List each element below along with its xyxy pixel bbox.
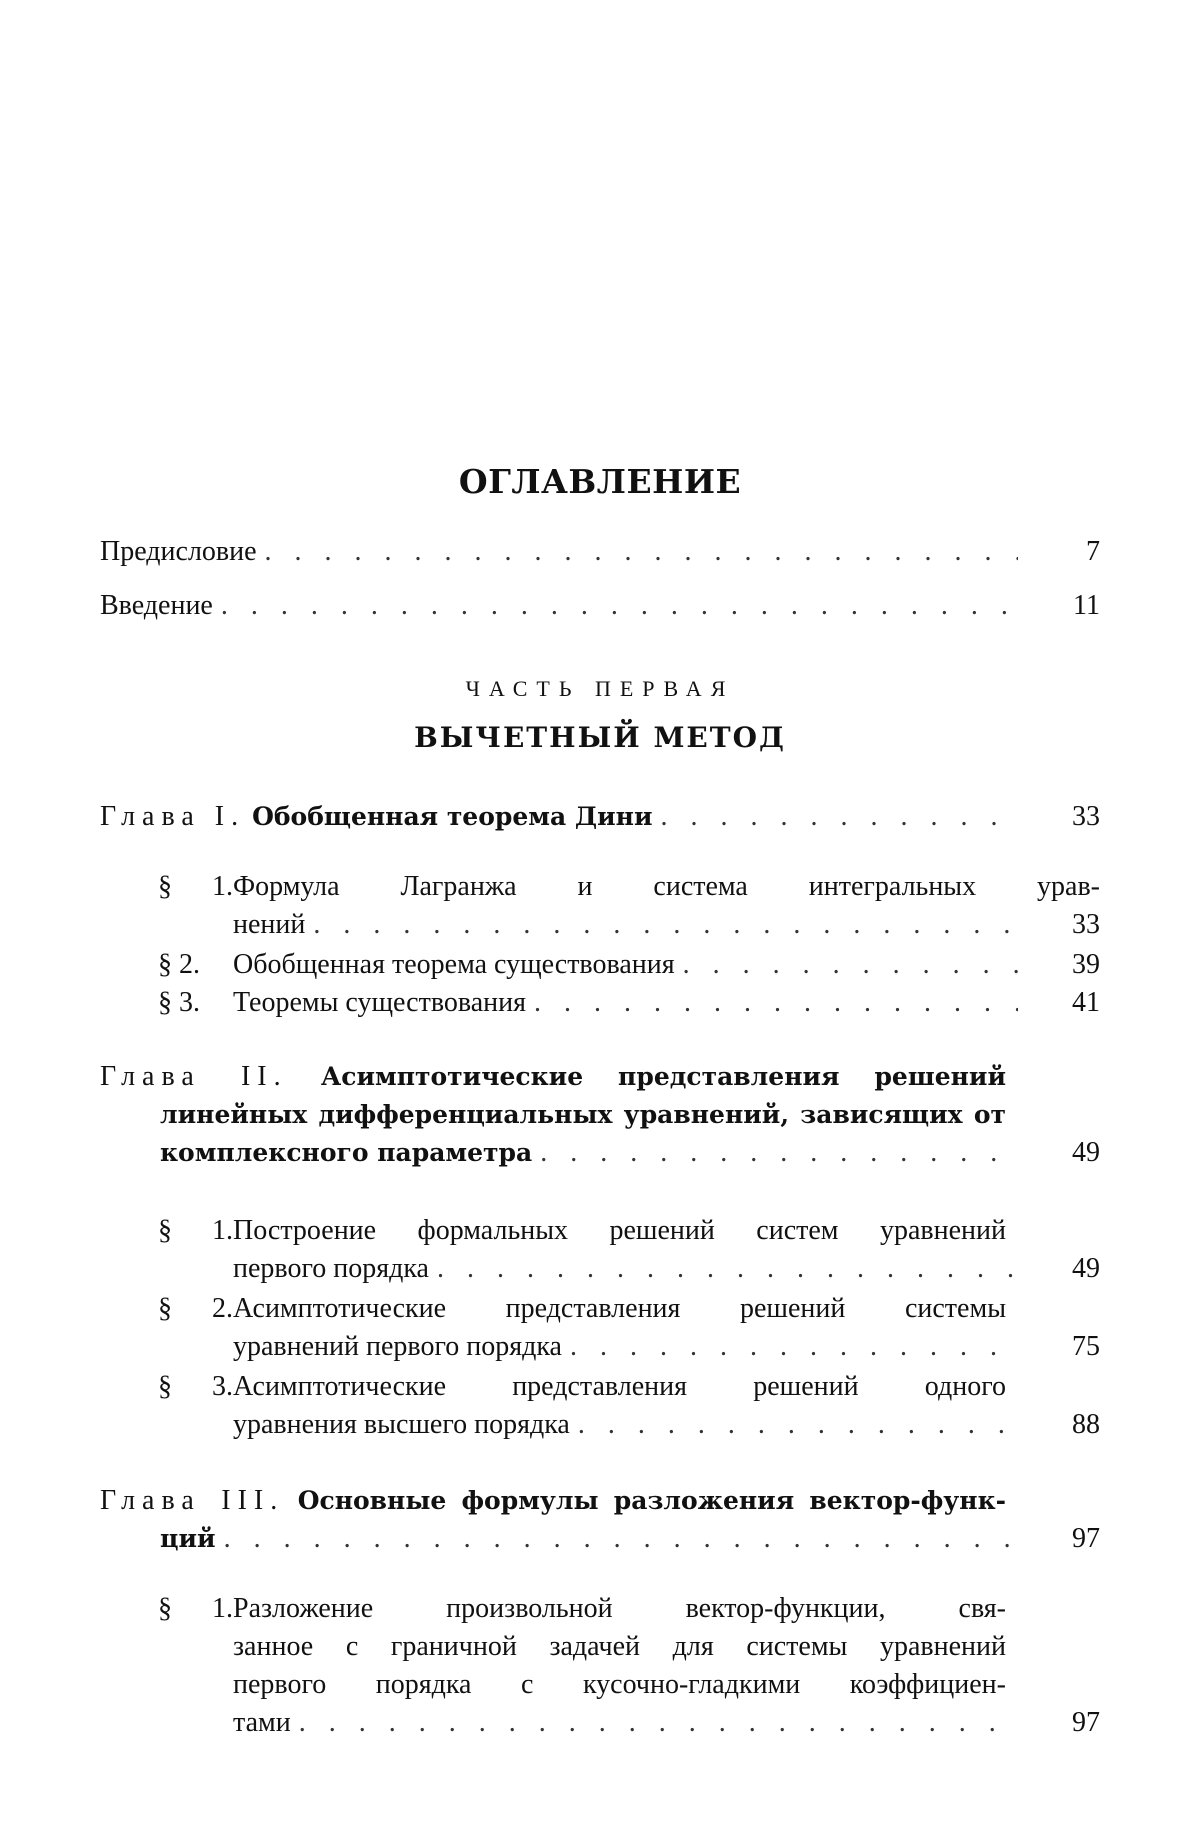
section-number: § 1.	[158, 1593, 233, 1624]
toc-section-2-1	[158, 1212, 1100, 1288]
section-title-line: Теоремы существования	[233, 987, 526, 1018]
chapter-prefix: Глава I.	[100, 801, 246, 832]
entry-title: Введение	[100, 590, 213, 621]
chapter-prefix: Глава II.	[100, 1061, 288, 1092]
toc-section-1-2	[158, 946, 1100, 984]
section-number: § 1.	[158, 1215, 233, 1246]
toc-section-2-3	[158, 1368, 1100, 1444]
leader-dots	[661, 798, 1018, 836]
leader-dots	[540, 1134, 1018, 1172]
part-label: ЧАСТЬ ПЕРВАЯ	[465, 676, 735, 701]
page-number: 97	[1072, 1707, 1100, 1738]
section-title-line: тами	[233, 1707, 291, 1738]
chapter-title: Обобщенная теорема Дини	[252, 802, 653, 831]
leader-dots	[221, 587, 1018, 625]
page-number: 75	[1072, 1331, 1100, 1362]
section-title-line: занное с граничной задачей для системы уравнений	[233, 1631, 1006, 1662]
page-number: 33	[1072, 909, 1100, 940]
toc-title: ОГЛАВЛЕНИЕ	[458, 462, 742, 501]
leader-dots	[570, 1328, 1018, 1366]
section-title-line: первого порядка с кусочно-гладкими коэффициен-	[233, 1669, 1006, 1700]
page-number: 41	[1072, 987, 1100, 1018]
section-title-line: нений	[233, 909, 306, 940]
toc-section-3-1	[158, 1590, 1100, 1742]
chapter-title-line: линейных дифференциальных уравнений, зависящих от	[160, 1100, 1006, 1129]
page-number: 11	[1073, 590, 1100, 621]
leader-dots	[313, 906, 1018, 944]
section-title-line: Формула Лагранжа и система интегральных урав-	[233, 871, 1100, 902]
toc-section-1-1	[158, 868, 1100, 944]
chapter-title-line: Асимптотические представления решений	[320, 1062, 1006, 1091]
section-number: § 3.	[158, 987, 200, 1018]
section-title-line: Асимптотические представления решений одного	[233, 1371, 1006, 1402]
page-number: 39	[1072, 949, 1100, 980]
page-number: 88	[1072, 1409, 1100, 1440]
page-number: 97	[1072, 1523, 1100, 1554]
chapter-title-line: ций	[160, 1524, 216, 1553]
page-number: 7	[1086, 536, 1100, 567]
leader-dots	[224, 1520, 1018, 1558]
toc-section-2-2	[158, 1290, 1100, 1366]
section-title-line: уравнений первого порядка	[233, 1331, 562, 1362]
leader-dots	[299, 1704, 1018, 1742]
toc-chapter-2	[100, 1058, 1100, 1172]
section-title-line: Построение формальных решений систем уравнений	[233, 1215, 1006, 1246]
section-title-line: первого порядка	[233, 1253, 429, 1284]
toc-entry-preface	[100, 533, 1100, 571]
page-number: 33	[1072, 801, 1100, 832]
toc-section-1-3	[158, 984, 1100, 1022]
toc-entry-introduction	[100, 587, 1100, 625]
chapter-title-line: Основные формулы разложения вектор-функ-	[297, 1486, 1007, 1515]
leader-dots	[578, 1406, 1018, 1444]
section-title-line: Асимптотические представления решений системы	[233, 1293, 1006, 1324]
chapter-prefix: Глава III.	[100, 1485, 285, 1516]
leader-dots	[437, 1250, 1018, 1288]
entry-title: Предисловие	[100, 536, 257, 567]
section-number: § 2.	[158, 1293, 233, 1324]
page-number: 49	[1072, 1137, 1100, 1168]
section-title-line: Разложение произвольной вектор-функции, свя-	[233, 1593, 1006, 1624]
section-number: § 3.	[158, 1371, 233, 1402]
leader-dots	[265, 533, 1018, 571]
part-title: ВЫЧЕТНЫЙ МЕТОД	[414, 721, 786, 754]
chapter-title-line: комплексного параметра	[160, 1138, 533, 1167]
leader-dots	[534, 984, 1018, 1022]
section-title-line: Обобщенная теорема существования	[233, 949, 675, 980]
toc-chapter-3	[100, 1482, 1100, 1558]
section-number: § 1.	[158, 871, 233, 902]
toc-chapter-1	[100, 798, 1100, 836]
section-number: § 2.	[158, 949, 200, 980]
section-title-line: уравнения высшего порядка	[233, 1409, 570, 1440]
leader-dots	[683, 946, 1018, 984]
page-number: 49	[1072, 1253, 1100, 1284]
